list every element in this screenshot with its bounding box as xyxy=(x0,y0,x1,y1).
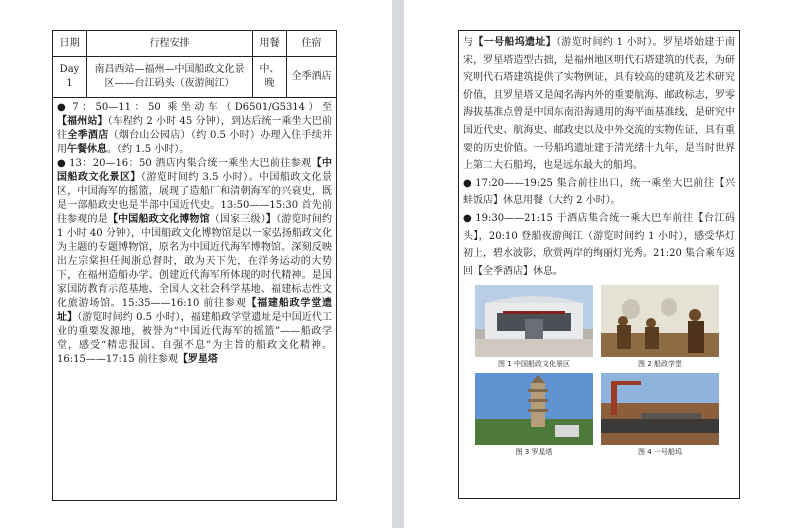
dock-photo xyxy=(601,373,719,445)
highlight: 【中国船政文化景区】 xyxy=(57,158,333,183)
photo-caption: 图 1 中国船政文化景区 xyxy=(498,360,570,369)
text: （游览时间约 3.5 小时）。中国船政文化景区，中国海军的摇篮，展现了造船厂和清朝海军的兴衰史，既是一部船政史也是半部中国近代史。13:50——15:30 首先前往参观的是 xyxy=(57,172,332,225)
highlight: 【中国船政文化博物馆 xyxy=(107,214,210,225)
text: （国家三级） xyxy=(209,214,266,225)
highlight: 】 xyxy=(265,214,277,225)
paragraph-afternoon xyxy=(57,157,332,367)
day-label: Day 1 xyxy=(53,57,87,98)
header-meal: 用餐 xyxy=(253,31,287,57)
photo-caption: 图 3 罗星塔 xyxy=(515,448,553,457)
highlight: 【福州站】 xyxy=(57,116,108,127)
bullet-icon: ● xyxy=(463,212,473,224)
photo-caption: 图 4 一号船坞 xyxy=(638,448,682,457)
paragraph-morning xyxy=(57,101,332,157)
text: 7：50—11：50 乘坐动车（D6501/G5314）至 xyxy=(72,102,332,113)
header-lodging: 住宿 xyxy=(287,31,337,57)
text: 17:20——19:25 集合前往出口，统一乘坐大巴前往【兴蚌饭店】休息用餐（大约 2 小时）。 xyxy=(463,177,735,207)
bullet-icon: ● xyxy=(57,102,70,113)
text: 与 xyxy=(463,37,474,48)
photo-caption: 图 2 船政学堂 xyxy=(638,360,682,369)
header-schedule: 行程安排 xyxy=(87,31,253,57)
highlight: 【罗星塔 xyxy=(177,354,218,365)
page-gutter xyxy=(392,0,404,528)
continued-detail xyxy=(458,30,740,499)
pagoda-photo xyxy=(475,373,593,445)
text: （烟台山公园店）（约 0.5 小时）办理入住手续并用 xyxy=(57,130,333,155)
highlight: 【一号船坞遗址】 xyxy=(473,37,557,48)
text: 。（约 1.5 小时）。 xyxy=(107,144,190,155)
day-detail xyxy=(53,98,337,501)
paragraph-dinner xyxy=(463,175,735,210)
highlight: 【福建船政学堂遗址】 xyxy=(57,298,332,323)
text: （游览时间约 1 小时）。罗星塔始建于南宋，罗星塔造型古拙，是福州地区明代石塔建筑的代表，为研究明代石塔建筑提供了实物例证，具有较高的建筑及艺术研究价值，且罗星塔又是闻名海内外的重要航海、邮政标志，罗零海拔基准点曾是中国东南沿海通用的海平面基准线，是研究中国近代史、航海史、邮政史以及中外交流的实物佐证，具有重要的历史价值。一号船坞遗址建于清光绪十九年，是当时世界上第二大石船坞，也是远东最大的船坞。 xyxy=(463,37,735,172)
bullet-icon: ● xyxy=(463,177,473,189)
text: （游览时间约 0.5 小时），福建船政学堂遗址是中国近代工业的重要发源地，被誉为“中国近代海军的摇篮”——船政学堂，感受“精忠报国、自强不息”为主旨的船政文化精神。16:15——17:15 前往参观 xyxy=(57,312,332,365)
text: （游览时间约 1 小时 40 分钟），中国船政文化博物馆是以一家弘扬船政文化为主题的专题博物馆，原名为中国近代海军博物馆。深刻反映出左宗棠担任闽浙总督时，敢为天下先，在洋务运动的大势下，在福州造船办学、创建近代海军所体现的时代精神。是国家国防教育示范基地、全国人文社会科学基地、福建标志性文化旅游场馆。15:35——16:10 前往参观 xyxy=(57,214,333,309)
paragraph-luoxing xyxy=(463,34,735,175)
day-meal: 中、晚 xyxy=(253,57,287,98)
bullet-icon: ● xyxy=(57,158,67,169)
day-route: 南昌西站—福州—中国船政文化景区——台江码头（夜游闽江） xyxy=(87,57,253,98)
paragraph-night-cruise xyxy=(463,210,735,280)
header-date: 日期 xyxy=(53,31,87,57)
photo-grid xyxy=(463,285,735,461)
table-row xyxy=(53,57,337,98)
text: 19:30——21:15 于酒店集合统一乘大巴车前往【台江码头】，20:10 登船夜游闽江（游览时间约 1 小时），感受华灯初上，碧水波影，欣赏两岸的绚丽灯光秀。21:20 集合乘车返回【全季酒店】休息。 xyxy=(463,212,735,277)
text: （车程约 2 小时 45 分钟），到达后统一乘坐大巴前往 xyxy=(57,116,332,141)
text: 13：20—16：50 酒店内集合统一乘坐大巴前往参观 xyxy=(69,158,312,169)
school-photo xyxy=(601,285,719,357)
itinerary-table xyxy=(52,30,337,501)
highlight: 午餐休息 xyxy=(67,144,107,155)
museum-photo xyxy=(475,285,593,357)
table-header-row xyxy=(53,31,337,57)
highlight: 全季酒店 xyxy=(67,130,109,141)
day-hotel: 全季酒店 xyxy=(287,57,337,98)
table-row xyxy=(53,98,337,501)
